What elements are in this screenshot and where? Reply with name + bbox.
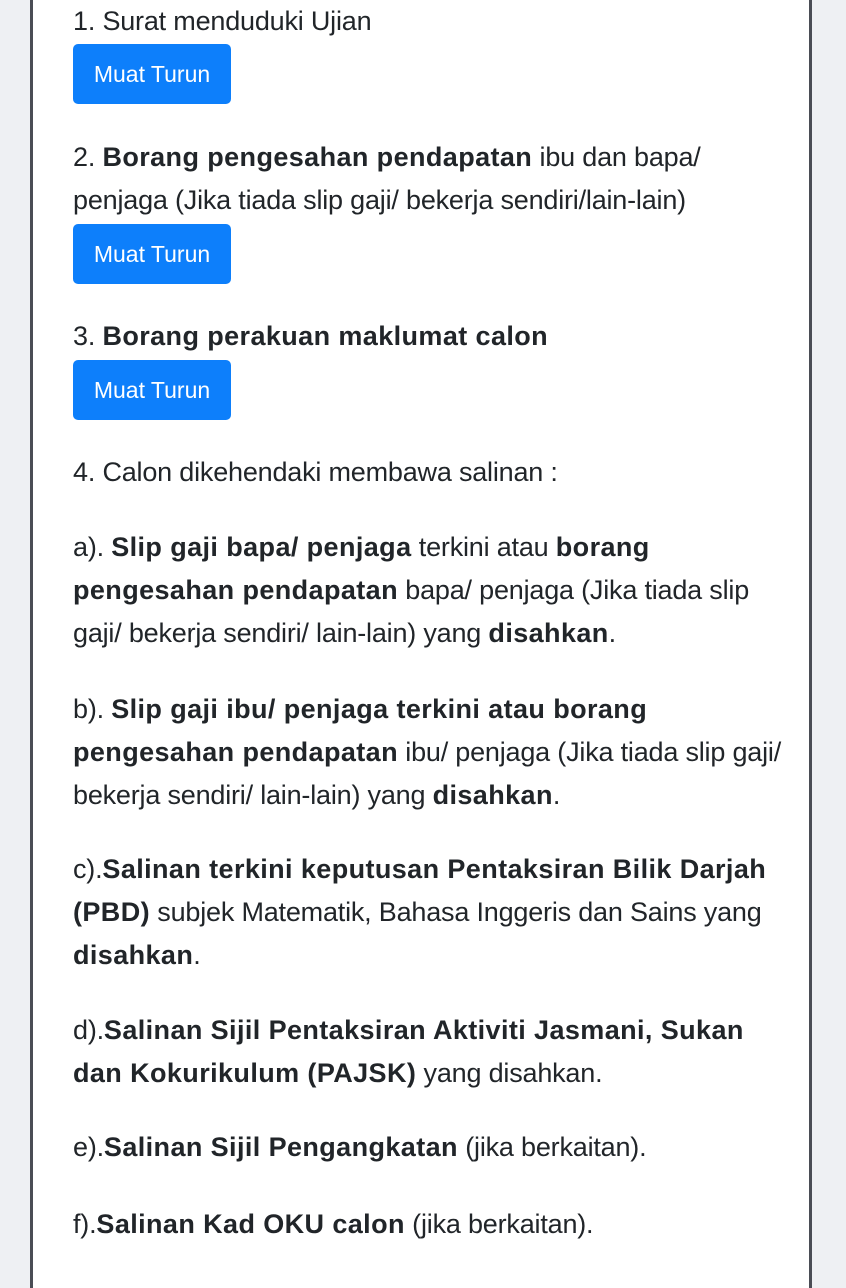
doc-d-text-1: yang disahkan. [416, 1058, 603, 1088]
item-2-number: 2. [73, 142, 96, 172]
doc-b-text-1: ibu/ penjaga (Jika tiada slip gaji/ bekerja sendiri/ lain-lain) yang [73, 737, 782, 810]
doc-c-prefix: c). [73, 854, 103, 884]
item-3-bold: Borang perakuan maklumat calon [102, 321, 549, 351]
document-card [30, 0, 812, 1288]
item-2-bold: Borang pengesahan pendapatan [102, 142, 533, 172]
item-1 [73, 0, 371, 43]
doc-a-bold-2: borang pengesahan pendapatan [73, 532, 650, 605]
doc-b [73, 688, 783, 817]
doc-c-text-2: . [193, 940, 201, 970]
doc-b-prefix: b). [73, 694, 112, 724]
item-3-number: 3. [73, 321, 96, 351]
item-3 [73, 315, 548, 358]
item-2 [73, 136, 783, 222]
doc-a [73, 526, 783, 655]
doc-d [73, 1009, 783, 1095]
item-1-number: 1. [73, 6, 96, 36]
doc-b-text-2: . [552, 780, 561, 810]
doc-f-prefix: f). [73, 1209, 97, 1239]
doc-a-text-2: bapa/ penjaga (Jika tiada slip gaji/ bekerja sendiri/ lain-lain) yang [73, 575, 750, 648]
doc-f [73, 1203, 593, 1246]
item-4 [73, 451, 558, 494]
download-button-2[interactable]: Muat Turun [73, 224, 231, 284]
doc-e-prefix: e). [73, 1132, 104, 1162]
download-button-3[interactable]: Muat Turun [73, 360, 231, 420]
doc-a-text-3: . [608, 618, 616, 648]
item-4-number: 4. [73, 457, 96, 487]
doc-a-prefix: a). [73, 532, 112, 562]
doc-c [73, 848, 783, 977]
doc-f-bold-1: Salinan Kad OKU calon [96, 1209, 405, 1239]
doc-f-text-1: (jika berkaitan). [404, 1209, 594, 1239]
doc-a-bold-1: Slip gaji bapa/ penjaga [111, 532, 412, 562]
doc-e-bold-1: Salinan Sijil Pengangkatan [103, 1132, 458, 1162]
doc-b-bold-1: Slip gaji ibu/ penjaga terkini atau borang pengesahan pendapatan [73, 694, 648, 767]
doc-e [73, 1126, 646, 1169]
doc-c-bold-2: disahkan [73, 940, 194, 970]
item-4-text: Calon dikehendaki membawa salinan : [102, 457, 558, 487]
doc-c-bold-1: Salinan terkini keputusan Pentaksiran Bilik Darjah (PBD) [73, 854, 767, 927]
doc-d-prefix: d). [73, 1015, 104, 1045]
doc-c-text-1: subjek Matematik, Bahasa Inggeris dan Sains yang [150, 897, 762, 927]
download-button-1[interactable]: Muat Turun [73, 44, 231, 104]
doc-d-bold-1: Salinan Sijil Pentaksiran Aktiviti Jasmani, Sukan dan Kokurikulum (PAJSK) [73, 1015, 744, 1088]
item-1-text: Surat menduduki Ujian [102, 6, 372, 36]
doc-a-bold-3: disahkan [488, 618, 609, 648]
doc-b-bold-2: disahkan [432, 780, 553, 810]
item-2-text: ibu dan bapa/ penjaga (Jika tiada slip gaji/ bekerja sendiri/lain-lain) [73, 142, 701, 215]
doc-e-text-1: (jika berkaitan). [457, 1132, 647, 1162]
doc-a-text-1: terkini atau [411, 532, 556, 562]
